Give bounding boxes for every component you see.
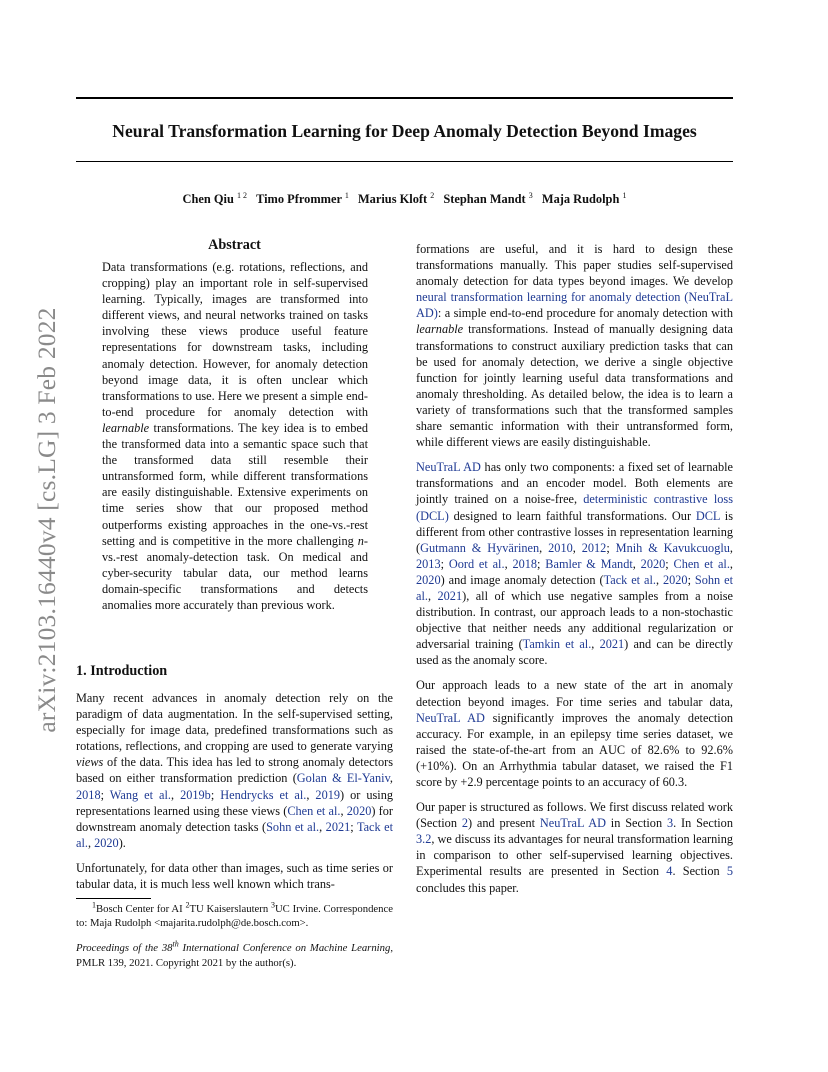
citation-link[interactable]: Tamkin et al. xyxy=(522,637,592,652)
section-ref-link[interactable]: 2 xyxy=(461,816,468,831)
dcl-link[interactable]: DCL xyxy=(695,508,720,523)
author-list xyxy=(76,191,733,207)
citation-link[interactable]: Tack et al. xyxy=(76,819,393,850)
author: Marius Kloft $^2$ xyxy=(357,190,435,206)
citation-year-link[interactable]: 2020 xyxy=(94,835,119,850)
citation-link[interactable]: Hendrycks et al. xyxy=(220,787,307,802)
citation-year-link[interactable]: 2013 xyxy=(416,556,441,571)
citation-year-link[interactable]: 2021 xyxy=(599,637,625,652)
arxiv-stamp: arXiv:2103.16440v4 [cs.LG] 3 Feb 2022 xyxy=(32,307,61,733)
title-bottom-rule xyxy=(76,161,733,162)
citation-link[interactable]: Mnih & Kavukcuoglu xyxy=(615,540,730,555)
citation-year-link[interactable]: 2020 xyxy=(416,572,441,587)
citation-year-link[interactable]: 2020 xyxy=(346,803,372,818)
dcl-link[interactable]: deterministic contrastive loss (DCL) xyxy=(416,492,733,523)
citation-link[interactable]: Wang et al. xyxy=(109,787,171,802)
right-paragraph-3: Our approach leads to a new state of the art in anomaly detection beyond images. For time series and tabular data, NeuTraL AD significantly improves the anomaly detection accuracy. For example, in an epilepsy time series dataset, we raised the state-of-the-art from an AUC of 82.6% to 92.6% (+10%). On an Arrhythmia tabular dataset, we raised the F1 score by +2.9 percentage points to an accuracy of 60.3. xyxy=(416,678,733,789)
citation-year-link[interactable]: 2020 xyxy=(662,572,688,587)
citation-link[interactable]: Golan & El-Yaniv xyxy=(296,771,390,786)
neutral-ad-link[interactable]: NeuTraL AD xyxy=(416,460,481,475)
paper-title: Neural Transformation Learning for Deep Anomaly Detection Beyond Images xyxy=(112,121,697,141)
footnote-rule xyxy=(76,898,151,899)
right-column xyxy=(416,241,733,896)
citation-link[interactable]: Oord et al. xyxy=(448,556,505,571)
citation-year-link[interactable]: 2021 xyxy=(437,588,463,603)
right-paragraph-2: NeuTraL AD has only two components: a fixed set of learnable transformations and an encoder model. Both elements are jointly trained on a noise-free, deterministic contrastive loss (DCL) designed to learn faithful transformations. Our DCL is different from other contrastive losses in representation learning (Gutmann & Hyvärinen, 2010, 2012; Mnih & Kavukcuoglu, 2013; Oord et al., 2018; Bamler & Mandt, 2020; Chen et al., 2020) and image anomaly detection (Tack et al., 2020; Sohn et al., 2021), all of which use negative samples from a noise distribution. In contrast, our approach leads to a non-stochastic objective that neither needs any additional regularization or adversarial training (Tamkin et al., 2021) and can be directly used as the anomaly score. xyxy=(416,460,734,668)
neutral-ad-link[interactable]: NeuTraL AD xyxy=(539,816,606,831)
left-column xyxy=(76,236,393,613)
citation-link[interactable]: Chen et al. xyxy=(673,556,730,571)
citation-year-link[interactable]: 2010 xyxy=(548,540,573,555)
author: Chen Qiu $^{1 2}$ xyxy=(182,190,247,206)
citation-link[interactable]: Gutmann & Hyvärinen xyxy=(420,540,540,555)
section-ref-link[interactable]: 3 xyxy=(666,816,674,831)
citation-year-link[interactable]: 2012 xyxy=(581,540,607,555)
citation-link[interactable]: Tack et al. xyxy=(603,572,656,587)
citation-link[interactable]: Sohn et al. xyxy=(416,572,733,603)
citation-year-link[interactable]: 2018 xyxy=(76,787,101,802)
citation-link[interactable]: Bamler & Mandt xyxy=(545,556,633,571)
citation-year-link[interactable]: 2021 xyxy=(325,819,351,834)
intro-paragraph-1: Many recent advances in anomaly detection rely on the paradigm of data augmentation. In the self-supervised setting, especially for image data, predefined transformations such as rotations, reflections, and cropping are used to generate varying views of the data. This idea has led to strong anomaly detectors based on either transformation prediction (Golan & El-Yaniv, 2018; Wang et al., 2019b; Hendrycks et al., 2019) or using representations learned using these views (Chen et al., 2020) for downstream anomaly detection tasks (Sohn et al., 2021; Tack et al., 2020). xyxy=(76,691,394,850)
abstract-heading: Abstract xyxy=(208,237,261,253)
author: Timo Pfrommer $^1$ xyxy=(256,190,349,206)
citation-year-link[interactable]: 2018 xyxy=(512,556,538,571)
citation-year-link[interactable]: 2019b xyxy=(180,787,211,802)
section-ref-link[interactable]: 4 xyxy=(666,864,673,879)
abstract-text: Data transformations (e.g. rotations, reflections, and cropping) play an important role in self-supervised learning. Typically, images are transformed into different views, and neural networks trained on tasks involving these views produce useful feature representations for downstream tasks, including anomaly detection. However, for anomaly detection beyond image data, it is often unclear which transformations to use. Here we present a simple end-to-end procedure for anomaly detection with learnable transformations. The key idea is to embed the transformed data into a semantic space such that the transformed data still resemble their untransformed form, while different transformations are easily distinguishable. Extensive experiments on time series show that our proposed method outperforms existing approaches in the one-vs.-rest setting and is competitive in the more challenging n-vs.-rest anomaly-detection task. On medical and cyber-security tabular data, our method learns domain-specific transformations and detects anomalies more accurately than previous work. xyxy=(102,260,368,612)
intro-body xyxy=(76,690,393,892)
right-paragraph-4: Our paper is structured as follows. We first discuss related work (Section 2) and present NeuTraL AD in Section 3. In Section 3.2, we discuss its advantages for neural transformation learning in comparison to other self-supervised learning objectives. Experimental results are presented in Section 4. Section 5 concludes this paper. xyxy=(416,800,734,895)
proceedings-note: Proceedings of the 38th International Conference on Machine Learning, PMLR 139, 2021. Copyright 2021 by the author(s). xyxy=(76,939,393,969)
author: Stephan Mandt $^3$ xyxy=(443,190,533,206)
right-paragraph-1: formations are useful, and it is hard to design these transformations manually. This paper studies self-supervised anomaly detection for data types beyond images. We develop neural transformation learning for anomaly detection (NeuTraL AD): a simple end-to-end procedure for anomaly detection with learnable transformations. Instead of manually designing data transformations to construct auxiliary prediction tasks that can be used for anomaly detection, we derive a single objective function for jointly learning useful data transformations and anomaly thresholding. As detailed below, the idea is to learn a variety of transformations such that the transformed samples share semantic information with their untransformed form, while different views are easily distinguishable. xyxy=(416,242,733,450)
section-heading-introduction: 1. Introduction xyxy=(76,663,168,679)
neutral-ad-link[interactable]: NeuTraL AD xyxy=(416,710,485,725)
citation-link[interactable]: Chen et al. xyxy=(287,803,341,818)
intro-paragraph-2: Unfortunately, for data other than images, such as time series or tabular data, it is much less well known which trans- xyxy=(76,860,393,892)
citation-year-link[interactable]: 2019 xyxy=(315,787,341,802)
affiliation-footnote: $^1$Bosch Center for AI $^2$TU Kaiserslautern $^3$UC Irvine. Correspondence to: Maja Rudolph <majarita.rudolph@de.bosch.com>. xyxy=(76,900,393,930)
section-ref-link[interactable]: 5 xyxy=(726,864,734,879)
top-rule xyxy=(76,97,733,99)
citation-year-link[interactable]: 2020 xyxy=(640,556,666,571)
neutral-ad-link[interactable]: neural transformation learning for anomaly detection (NeuTraL AD) xyxy=(416,290,733,321)
section-ref-link[interactable]: 3.2 xyxy=(416,832,432,847)
author: Maja Rudolph $^1$ xyxy=(541,190,627,206)
citation-link[interactable]: Sohn et al. xyxy=(266,819,320,834)
